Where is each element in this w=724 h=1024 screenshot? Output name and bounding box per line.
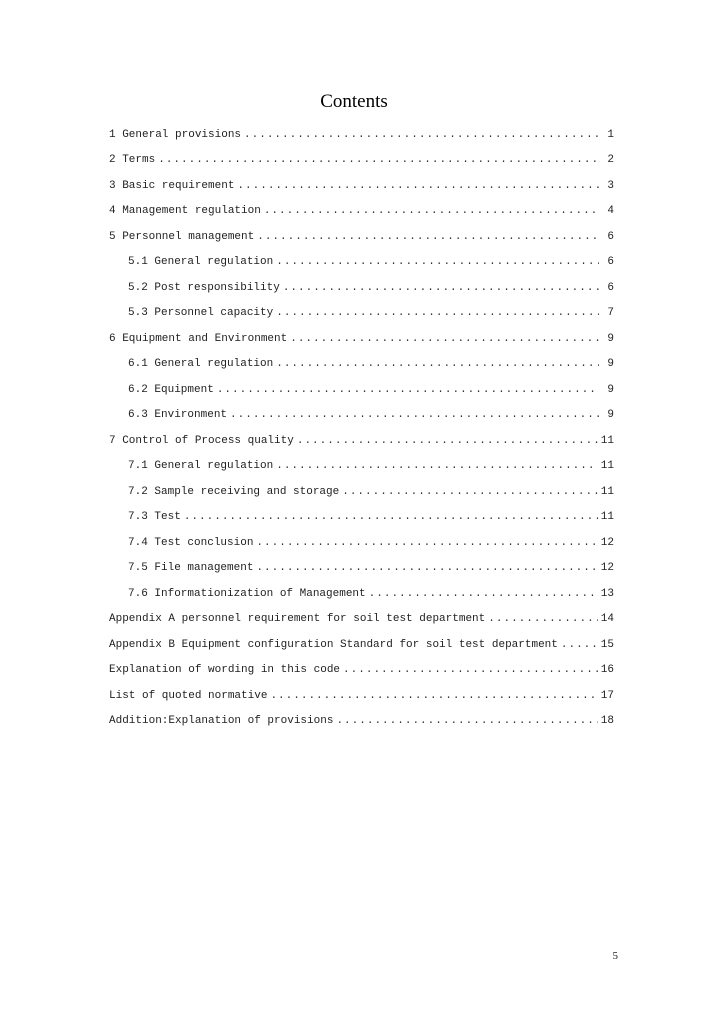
toc-dot-leader xyxy=(342,486,598,498)
toc-dot-leader xyxy=(276,358,599,370)
toc-entry-label: 5 Personnel management xyxy=(109,230,255,243)
toc-subentry[interactable] xyxy=(109,377,614,403)
toc-subentry[interactable] xyxy=(109,581,614,607)
toc-subentry[interactable] xyxy=(109,250,614,276)
toc-entry-label: 1 General provisions xyxy=(109,128,242,141)
toc-dot-leader xyxy=(343,664,598,676)
toc-dot-leader xyxy=(184,511,598,523)
toc-entry-page: 1 xyxy=(607,128,614,141)
toc-dot-leader xyxy=(561,639,598,651)
toc-entry[interactable] xyxy=(109,683,614,709)
toc-dot-leader xyxy=(230,409,599,421)
toc-entry-label: 4 Management regulation xyxy=(109,205,261,218)
toc-entry-page: 9 xyxy=(607,358,614,371)
toc-entry-page: 11 xyxy=(600,434,614,447)
toc-subentry[interactable] xyxy=(109,505,614,531)
toc-entry[interactable] xyxy=(109,122,614,148)
toc-entry-label: Addition:Explanation of provisions xyxy=(109,715,334,728)
toc-subentry[interactable] xyxy=(109,403,614,429)
toc-dot-leader xyxy=(158,154,599,166)
toc-dot-leader xyxy=(297,435,598,447)
toc-dot-leader xyxy=(244,129,599,141)
toc-entry-page: 9 xyxy=(607,332,614,345)
toc-entry-page: 3 xyxy=(607,179,614,192)
table-of-contents xyxy=(109,122,614,734)
toc-entry[interactable] xyxy=(109,658,614,684)
toc-entry-page: 11 xyxy=(600,460,614,473)
toc-dot-leader xyxy=(256,562,597,574)
toc-dot-leader xyxy=(276,460,598,472)
toc-entry-label: 3 Basic requirement xyxy=(109,179,235,192)
toc-entry-page: 9 xyxy=(607,383,614,396)
toc-entry-label: 7.6 Informationization of Management xyxy=(128,587,366,600)
toc-dot-leader xyxy=(264,205,599,217)
page-number: 5 xyxy=(612,950,618,962)
toc-dot-leader xyxy=(276,307,599,319)
toc-entry-page: 13 xyxy=(600,587,614,600)
toc-entry[interactable] xyxy=(109,148,614,174)
toc-dot-leader xyxy=(270,690,597,702)
toc-entry-label: Appendix A personnel requirement for soil test department xyxy=(109,613,486,626)
toc-dot-leader xyxy=(488,613,598,625)
toc-entry-label: 6 Equipment and Environment xyxy=(109,332,288,345)
toc-entry-label: 7.1 General regulation xyxy=(128,460,274,473)
toc-entry-page: 12 xyxy=(600,562,614,575)
toc-entry[interactable] xyxy=(109,173,614,199)
toc-entry-page: 2 xyxy=(607,154,614,167)
toc-entry-label: 7.4 Test conclusion xyxy=(128,536,254,549)
toc-subentry[interactable] xyxy=(109,301,614,327)
toc-entry-label: 6.2 Equipment xyxy=(128,383,214,396)
toc-entry[interactable] xyxy=(109,607,614,633)
toc-dot-leader xyxy=(217,384,599,396)
toc-entry-page: 11 xyxy=(600,511,614,524)
toc-entry-page: 7 xyxy=(607,307,614,320)
contents-title: Contents xyxy=(320,91,388,112)
toc-entry-page: 17 xyxy=(600,689,614,702)
toc-entry-page: 12 xyxy=(600,536,614,549)
toc-subentry[interactable] xyxy=(109,352,614,378)
toc-subentry[interactable] xyxy=(109,479,614,505)
toc-entry[interactable] xyxy=(109,709,614,735)
toc-dot-leader xyxy=(237,180,599,192)
toc-subentry[interactable] xyxy=(109,530,614,556)
toc-entry-label: Explanation of wording in this code xyxy=(109,664,341,677)
toc-entry-label: 5.2 Post responsibility xyxy=(128,281,280,294)
toc-entry-label: Appendix B Equipment configuration Standard for soil test department xyxy=(109,638,558,651)
toc-entry-page: 18 xyxy=(600,715,614,728)
toc-entry-label: 7.3 Test xyxy=(128,511,181,524)
toc-entry-label: 6.1 General regulation xyxy=(128,358,274,371)
toc-entry[interactable] xyxy=(109,326,614,352)
toc-entry[interactable] xyxy=(109,428,614,454)
toc-dot-leader xyxy=(257,231,599,243)
toc-subentry[interactable] xyxy=(109,556,614,582)
toc-entry[interactable] xyxy=(109,224,614,250)
toc-dot-leader xyxy=(369,588,598,600)
toc-entry-label: List of quoted normative xyxy=(109,689,268,702)
toc-entry[interactable] xyxy=(109,632,614,658)
toc-entry-page: 15 xyxy=(600,638,614,651)
toc-entry-page: 14 xyxy=(600,613,614,626)
toc-entry-label: 6.3 Environment xyxy=(128,409,228,422)
toc-entry-label: 7.2 Sample receiving and storage xyxy=(128,485,340,498)
toc-dot-leader xyxy=(283,282,599,294)
toc-dot-leader xyxy=(276,256,599,268)
toc-entry-label: 5.3 Personnel capacity xyxy=(128,307,274,320)
toc-entry-page: 4 xyxy=(607,205,614,218)
toc-dot-leader xyxy=(256,537,597,549)
toc-entry-page: 6 xyxy=(607,230,614,243)
toc-subentry[interactable] xyxy=(109,275,614,301)
toc-entry-page: 11 xyxy=(600,485,614,498)
toc-subentry[interactable] xyxy=(109,454,614,480)
toc-entry-label: 2 Terms xyxy=(109,154,156,167)
toc-dot-leader xyxy=(290,333,599,345)
toc-entry-page: 6 xyxy=(607,256,614,269)
toc-entry-page: 16 xyxy=(600,664,614,677)
toc-entry-label: 7 Control of Process quality xyxy=(109,434,294,447)
toc-entry-page: 9 xyxy=(607,409,614,422)
toc-dot-leader xyxy=(336,715,597,727)
toc-entry-label: 7.5 File management xyxy=(128,562,254,575)
toc-entry-label: 5.1 General regulation xyxy=(128,256,274,269)
toc-entry[interactable] xyxy=(109,199,614,225)
toc-entry-page: 6 xyxy=(607,281,614,294)
